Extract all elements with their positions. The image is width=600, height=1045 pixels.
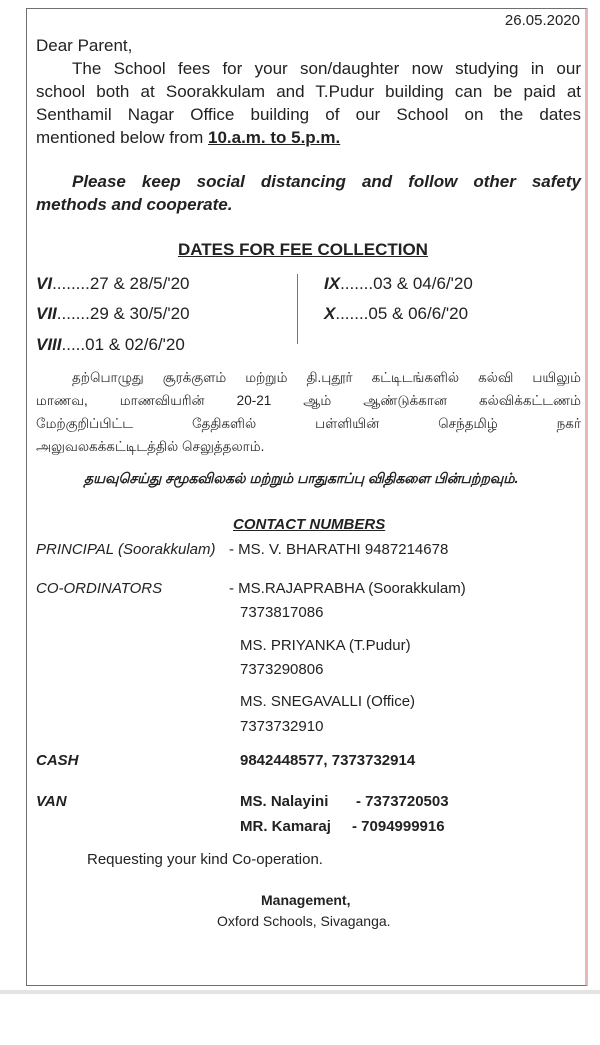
- principal-value: - MS. V. BHARATHI 9487214678: [229, 541, 449, 558]
- contact-heading: CONTACT NUMBERS: [233, 516, 386, 533]
- safety-line-1: Please keep social distancing and follow other safety: [72, 172, 581, 191]
- van2-name: MR. Kamaraj: [240, 818, 331, 835]
- date-x: X.......05 & 06/6/'20: [324, 304, 469, 323]
- cash-value: 9842448577, 7373732914: [240, 752, 416, 769]
- van2-phone: - 7094999916: [352, 818, 445, 835]
- tamil-line-1: தற்பொழுது சூரக்குளம் மற்றும் தி.புதூர் கட்டிடங்களில் கல்வி பயிலும்: [72, 370, 581, 385]
- tamil-line-2: மாணவ, மாணவியரின் 20-21 ஆம் ஆண்டுக்கான கல்விக்கட்டணம்: [36, 393, 581, 408]
- date-vii: VII.......29 & 30/5/'20: [36, 304, 190, 323]
- van1-name: MS. Nalayini: [240, 793, 329, 810]
- van-label: VAN: [36, 793, 67, 810]
- safety-line-2: methods and cooperate.: [36, 195, 233, 214]
- coord3-name: MS. SNEGAVALLI (Office): [240, 693, 416, 710]
- body-line-1: The School fees for your son/daughter now studying in our: [72, 59, 581, 78]
- body-line-2: school both at Soorakkulam and T.Pudur building can be paid at: [36, 82, 581, 101]
- greeting: Dear Parent,: [36, 36, 133, 55]
- fee-heading: DATES FOR FEE COLLECTION: [178, 240, 428, 259]
- tamil-note: தயவுசெய்து சமூகவிலகல் மற்றும் பாதுகாப்பு விதிகளை பின்பற்றவும்.: [84, 470, 519, 486]
- coord1-phone: 7373817086: [240, 604, 324, 621]
- date-viii: VIII.....01 & 02/6/'20: [36, 335, 185, 354]
- letter-body: [36, 34, 581, 149]
- cash-label: CASH: [36, 752, 79, 769]
- date-ix: IX.......03 & 04/6/'20: [324, 274, 473, 293]
- bottom-divider: [0, 990, 600, 994]
- tamil-line-3: மேற்குறிப்பிட்ட தேதிகளில் பள்ளியின் செந்தமிழ் நகர்: [36, 416, 581, 431]
- date-divider: [297, 274, 298, 344]
- principal-label: PRINCIPAL (Soorakkulam): [36, 541, 216, 558]
- body-last: mentioned below from: [36, 128, 208, 147]
- van1-phone: - 7373720503: [356, 793, 449, 810]
- tamil-line-4: அலுவலகக்கட்டிடத்தில் செலுத்தலாம்.: [36, 439, 265, 454]
- date-vi: VI........27 & 28/5/'20: [36, 274, 190, 293]
- coord3-phone: 7373732910: [240, 718, 324, 735]
- closing-line: Requesting your kind Co-operation.: [87, 851, 323, 868]
- body-line-4: [36, 126, 581, 149]
- safety-note: [36, 170, 581, 216]
- coord1-name: - MS.RAJAPRABHA (Soorakkulam): [229, 580, 466, 597]
- timing: 10.a.m. to 5.p.m.: [207, 128, 341, 147]
- notice-frame: [26, 8, 588, 986]
- coord2-phone: 7373290806: [240, 661, 324, 678]
- body-line-3: Senthamil Nagar Office building of our School on the dates: [36, 105, 581, 124]
- tamil-paragraph: [36, 366, 581, 458]
- notice-date: 26.05.2020: [504, 12, 580, 29]
- coord2-name: MS. PRIYANKA (T.Pudur): [240, 637, 411, 654]
- coordinators-label: CO-ORDINATORS: [36, 580, 163, 597]
- signoff: Management,: [261, 892, 351, 908]
- school-name: Oxford Schools, Sivaganga.: [217, 913, 391, 929]
